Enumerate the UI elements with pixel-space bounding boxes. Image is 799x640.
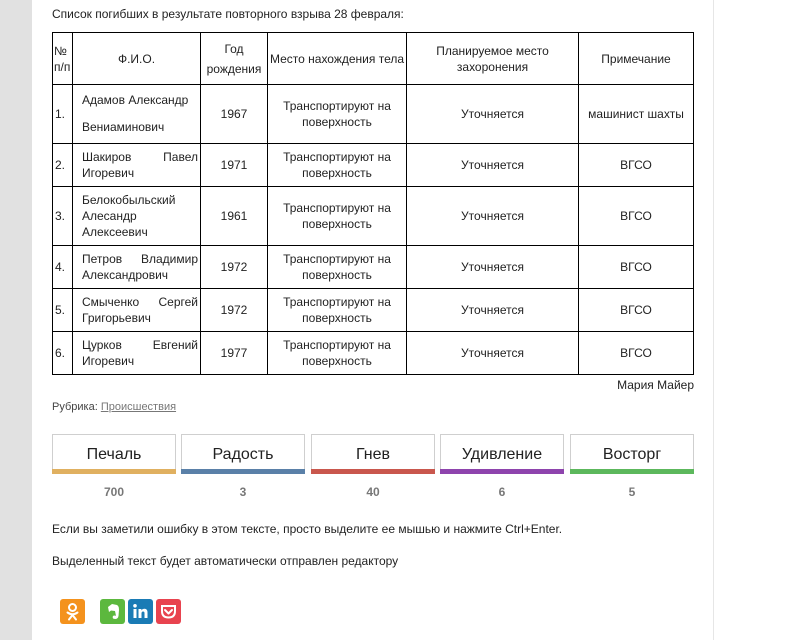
row-year: 1972 [201,246,268,289]
row-note: ВГСО [579,187,694,246]
row-burial: Уточняется [407,85,579,144]
row-name-line2: Вениаминович [82,120,165,134]
reaction-color-bar [311,469,435,474]
table-row [53,144,694,187]
reaction-label: Печаль [86,446,142,463]
header-location: Место нахождения тела [268,33,407,85]
reaction-count: 6 [498,485,506,499]
row-note: ВГСО [579,289,694,332]
reaction-surprise-button[interactable] [440,434,564,469]
reaction-count: 700 [103,485,125,499]
reaction-count: 5 [628,485,636,499]
row-year: 1977 [201,332,268,375]
reaction-joy-button[interactable] [181,434,305,469]
row-note: ВГСО [579,144,694,187]
row-name: Смыченко Сергей Григорьевич [73,289,201,332]
row-year: 1967 [201,85,268,144]
reaction-count: 40 [366,485,380,499]
row-location: Транспортируют на поверхность [268,144,407,187]
row-name [73,85,201,144]
header-num-line1: № [54,43,67,58]
row-num: 6. [53,332,73,375]
header-num [53,33,73,85]
reaction-color-bar [52,469,176,474]
header-burial: Планируемое место захоронения [407,33,579,85]
header-year-line1: Год [224,41,244,56]
row-location: Транспортируют на поверхность [268,332,407,375]
row-num: 5. [53,289,73,332]
row-num: 2. [53,144,73,187]
table-row [53,187,694,246]
reaction-label: Радость [212,446,274,463]
left-gutter [0,0,32,640]
row-name: Белокобыльский Алесандр Алексеевич [73,187,201,246]
row-year: 1972 [201,289,268,332]
linkedin-glyph [128,599,153,624]
row-year: 1971 [201,144,268,187]
row-name: Цурков Евгений Игоревич [73,332,201,375]
pocket-icon[interactable] [156,599,181,624]
row-location: Транспортируют на поверхность [268,289,407,332]
row-note: машинист шахты [579,85,694,144]
reaction-anger-button[interactable] [311,434,435,469]
row-burial: Уточняется [407,246,579,289]
reaction-label: Удивление [461,446,543,463]
row-note: ВГСО [579,246,694,289]
victims-table [52,32,694,375]
row-location: Транспортируют на поверхность [268,85,407,144]
rubric-label: Рубрика: [52,401,98,413]
table-header-row [53,33,694,85]
row-note: ВГСО [579,332,694,375]
reaction-label: Восторг [602,446,662,463]
row-year: 1961 [201,187,268,246]
table-row [53,85,694,144]
row-burial: Уточняется [407,332,579,375]
pocket-glyph [156,599,181,624]
author-name: Мария Майер [617,378,694,392]
table-row [53,246,694,289]
header-num-line2: п/п [54,59,71,74]
row-name: Шакиров Павел Игоревич [73,144,201,187]
header-name: Ф.И.О. [73,33,201,85]
row-burial: Уточняется [407,144,579,187]
header-year [201,33,268,85]
row-burial: Уточняется [407,289,579,332]
reactions [52,434,693,474]
rubric [52,401,176,413]
reaction-color-bar [440,469,564,474]
right-divider [713,0,714,640]
row-burial: Уточняется [407,187,579,246]
row-num: 3. [53,187,73,246]
error-hint-text: Если вы заметили ошибку в этом тексте, просто выделите ее мышью и нажмите Ctrl+Enter. [52,522,563,536]
header-year-line2: рождения [206,61,262,76]
evernote-glyph [100,599,125,624]
linkedin-icon[interactable] [128,599,153,624]
row-location: Транспортируют на поверхность [268,187,407,246]
reaction-delight-button[interactable] [570,434,694,469]
auto-sent-text: Выделенный текст будет автоматически отправлен редактору [52,554,399,568]
row-name-line1: Адамов Александр [82,93,189,107]
reaction-color-bar [570,469,694,474]
row-num: 1. [53,85,73,144]
reaction-sadness-button[interactable] [52,434,176,469]
header-note: Примечание [579,33,694,85]
odnoklassniki-icon[interactable] [60,599,85,624]
row-num: 4. [53,246,73,289]
table-row [53,289,694,332]
row-location: Транспортируют на поверхность [268,246,407,289]
odnoklassniki-glyph [60,599,85,624]
row-name: Петров Владимир Александрович [73,246,201,289]
intro-text: Список погибших в результате повторного взрыва 28 февраля: [52,7,404,21]
reaction-count: 3 [239,485,247,499]
table-row [53,332,694,375]
reaction-color-bar [181,469,305,474]
rubric-link[interactable]: Происшествия [100,401,177,413]
evernote-icon[interactable] [100,599,125,624]
reaction-label: Гнев [356,446,390,463]
